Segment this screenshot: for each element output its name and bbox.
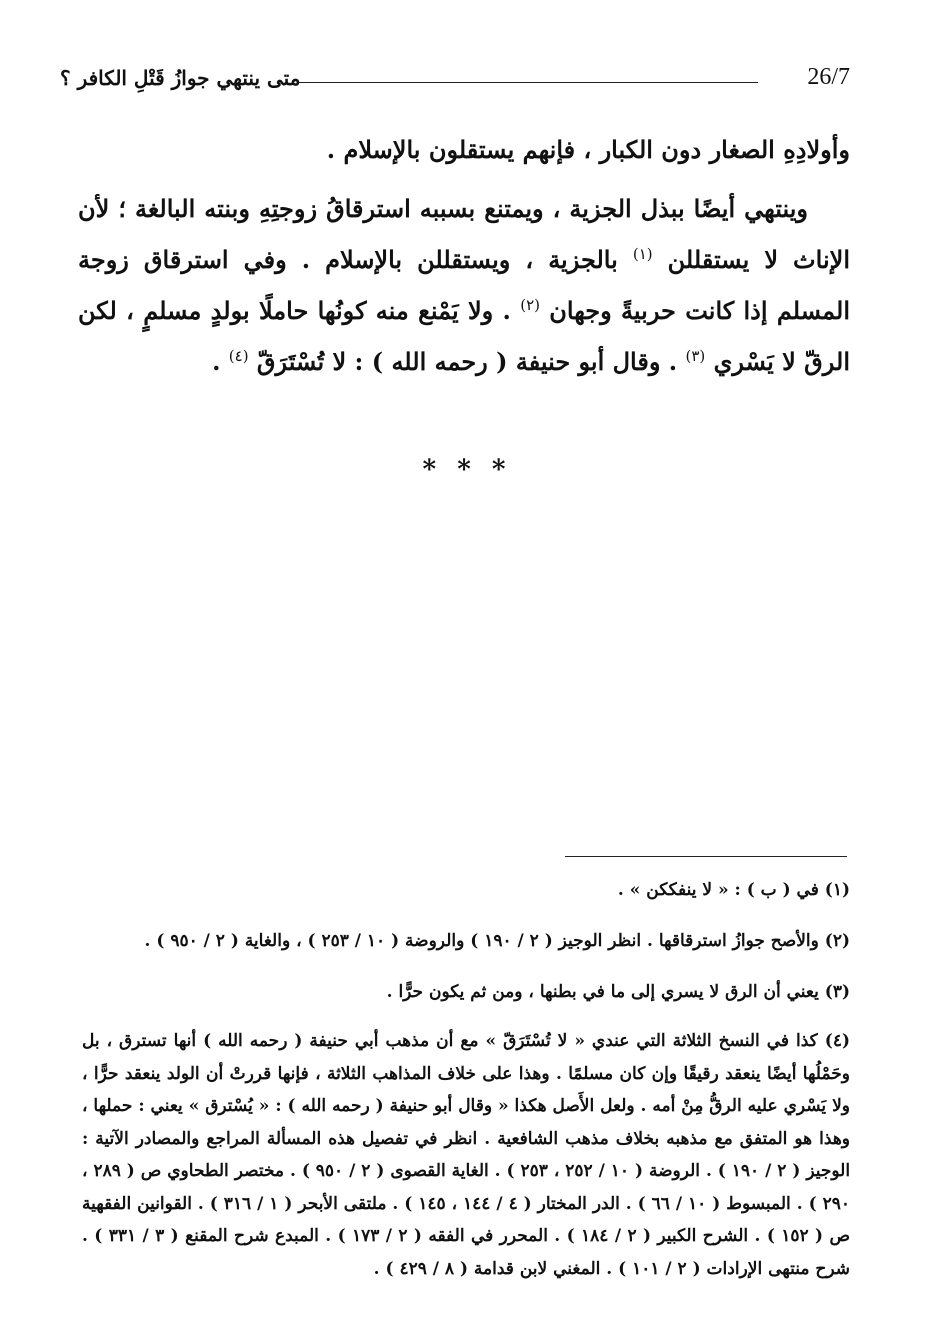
footnote-ref-4[interactable]: (٤) — [228, 347, 249, 365]
paragraph — [78, 183, 850, 387]
running-title: متى ينتهي جوازُ قَتْلِ الكافر ؟ — [60, 66, 301, 90]
text-segment: . ولا يَمْنع منه كونُها حاملًا بولدٍ مسلمٍ ، لكن الرقّ لا يَسْري — [78, 296, 850, 376]
footnote-1: (١) في ( ب ) : « لا ينفككن » . — [617, 880, 850, 900]
footnote-ref-2[interactable]: (٢) — [520, 296, 540, 314]
text-segment: . وقال أبو حنيفة ( رحمه الله ) : لا تُسْتَرَقّ — [256, 347, 678, 376]
main-text — [78, 124, 850, 395]
section-separator: * * * — [422, 455, 512, 485]
footnote-rule — [565, 856, 847, 857]
text-segment: وينتهي أيضًا ببذل الجزية ، ويمتنع بسببه استرقاقُ زوجتِهِ وبنته البالغة ؛ لأن الإناث لا يستقللن — [78, 194, 850, 274]
footnote-2: (٢) والأصح جوازُ استرقاقها . انظر الوجيز ( ٢ / ١٩٠ ) والروضة ( ١٠ / ٢٥٣ ) ، والغاية ( ٢ / ٩٥٠ ) . — [144, 931, 850, 951]
text-segment: بالجزية ، ويستقللن بالإسلام . وفي استرقاق زوجة المسلم إذا كانت حربيةً وجهان — [78, 245, 851, 325]
page-number: 26/7 — [807, 64, 850, 90]
header-rule — [298, 82, 758, 83]
footnote-3: (٣) يعني أن الرق لا يسري إلى ما في بطنها ، ومن ثم يكون حرًّا . — [386, 982, 850, 1002]
text-segment: . — [212, 347, 221, 376]
footnotes — [82, 872, 850, 1300]
paragraph — [78, 124, 850, 175]
footnote-ref-3[interactable]: (٣) — [685, 347, 706, 365]
footnote-ref-1[interactable]: (١) — [632, 245, 653, 263]
page-header — [60, 62, 850, 102]
text-segment: وأولادِهِ الصغار دون الكبار ، فإنهم يستقلون بالإسلام . — [326, 135, 850, 164]
footnote-4: (٤) كذا في النسخ الثلاثة التي عندي « لا تُسْتَرَقّ » مع أن مذهب أبي حنيفة ( رحمه الله ) أنها تسترق ، بل وحَمْلُها أيضًا ينعقد رقيقًا وإن كان مسلمًا . وهذا على خلاف المذاهب الثلاثة ، فإنها قررتْ أن الولد ينعقد حرًّا ، ولا يَسْري عليه الرقُّ مِنْ أمه . ولعل الأَصل هكذا « وقال أبو حنيفة ( رحمه الله ) : « يُسْترق » يعني : حملها ، وهذا هو المتفق مع مذهبه بخلاف مذهب الشافعية . انظر في تفصيل هذه المسألة المراجع والمصادر الآتية : الوجيز ( ٢ / ١٩٠ ) . الروضة ( ١٠ / ٢٥٢ ، ٢٥٣ ) . الغاية القصوى ( ٢ / ٩٥٠ ) . مختصر الطحاوي ص ( ٢٨٩ ، ٢٩٠ ) . المبسوط ( ١٠ / ٦٦ ) . الدر المختار ( ٤ / ١٤٤ ، ١٤٥ ) . ملتقى الأبحر ( ١ / ٣١٦ ) . القوانين الفقهية ص ( ١٥٢ ) . الشرح الكبير ( ٢ / ١٨٤ ) . المحرر في الفقه ( ٢ / ١٧٣ ) . المبدع شرح المقنع ( ٣ / ٣٣١ ) . شرح منتهى الإرادات ( ٢ / ١٠١ ) . المغني لابن قدامة ( ٨ / ٤٢٩ ) . — [82, 1031, 851, 1279]
